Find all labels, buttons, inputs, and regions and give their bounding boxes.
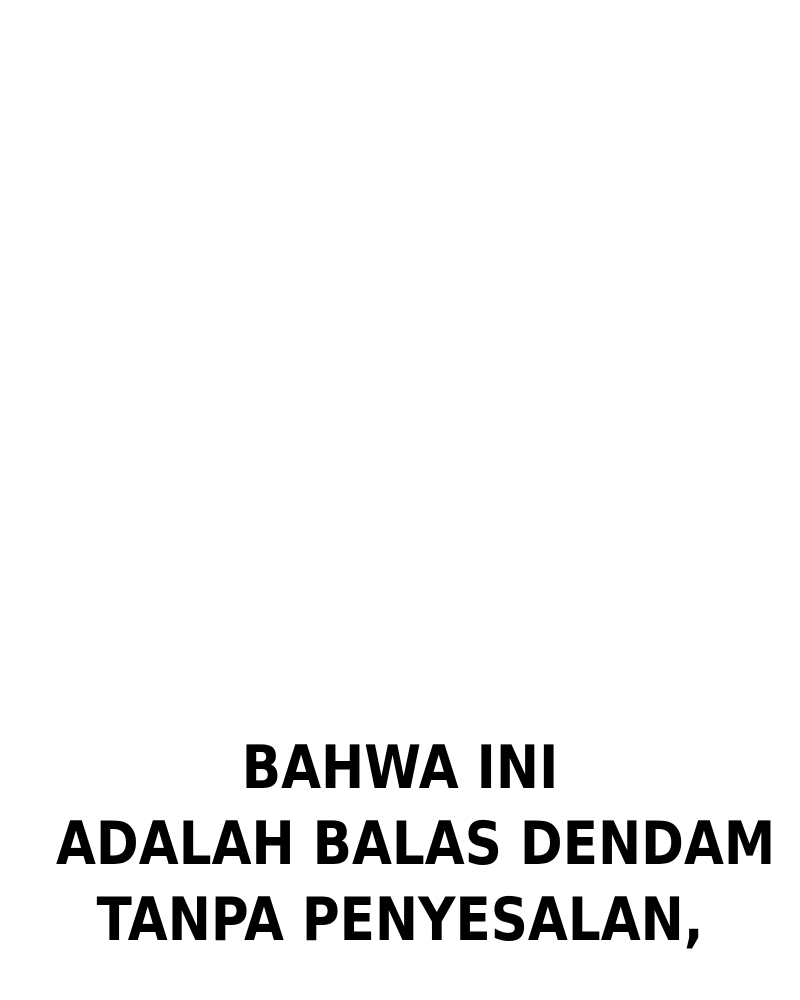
- caption-line-3: TANPA PENYESALAN,: [96, 885, 704, 955]
- caption-text: [0, 730, 800, 958]
- caption-line-1: BAHWA INI: [241, 733, 559, 803]
- caption-line-2: ADALAH BALAS DENDAM: [56, 809, 776, 879]
